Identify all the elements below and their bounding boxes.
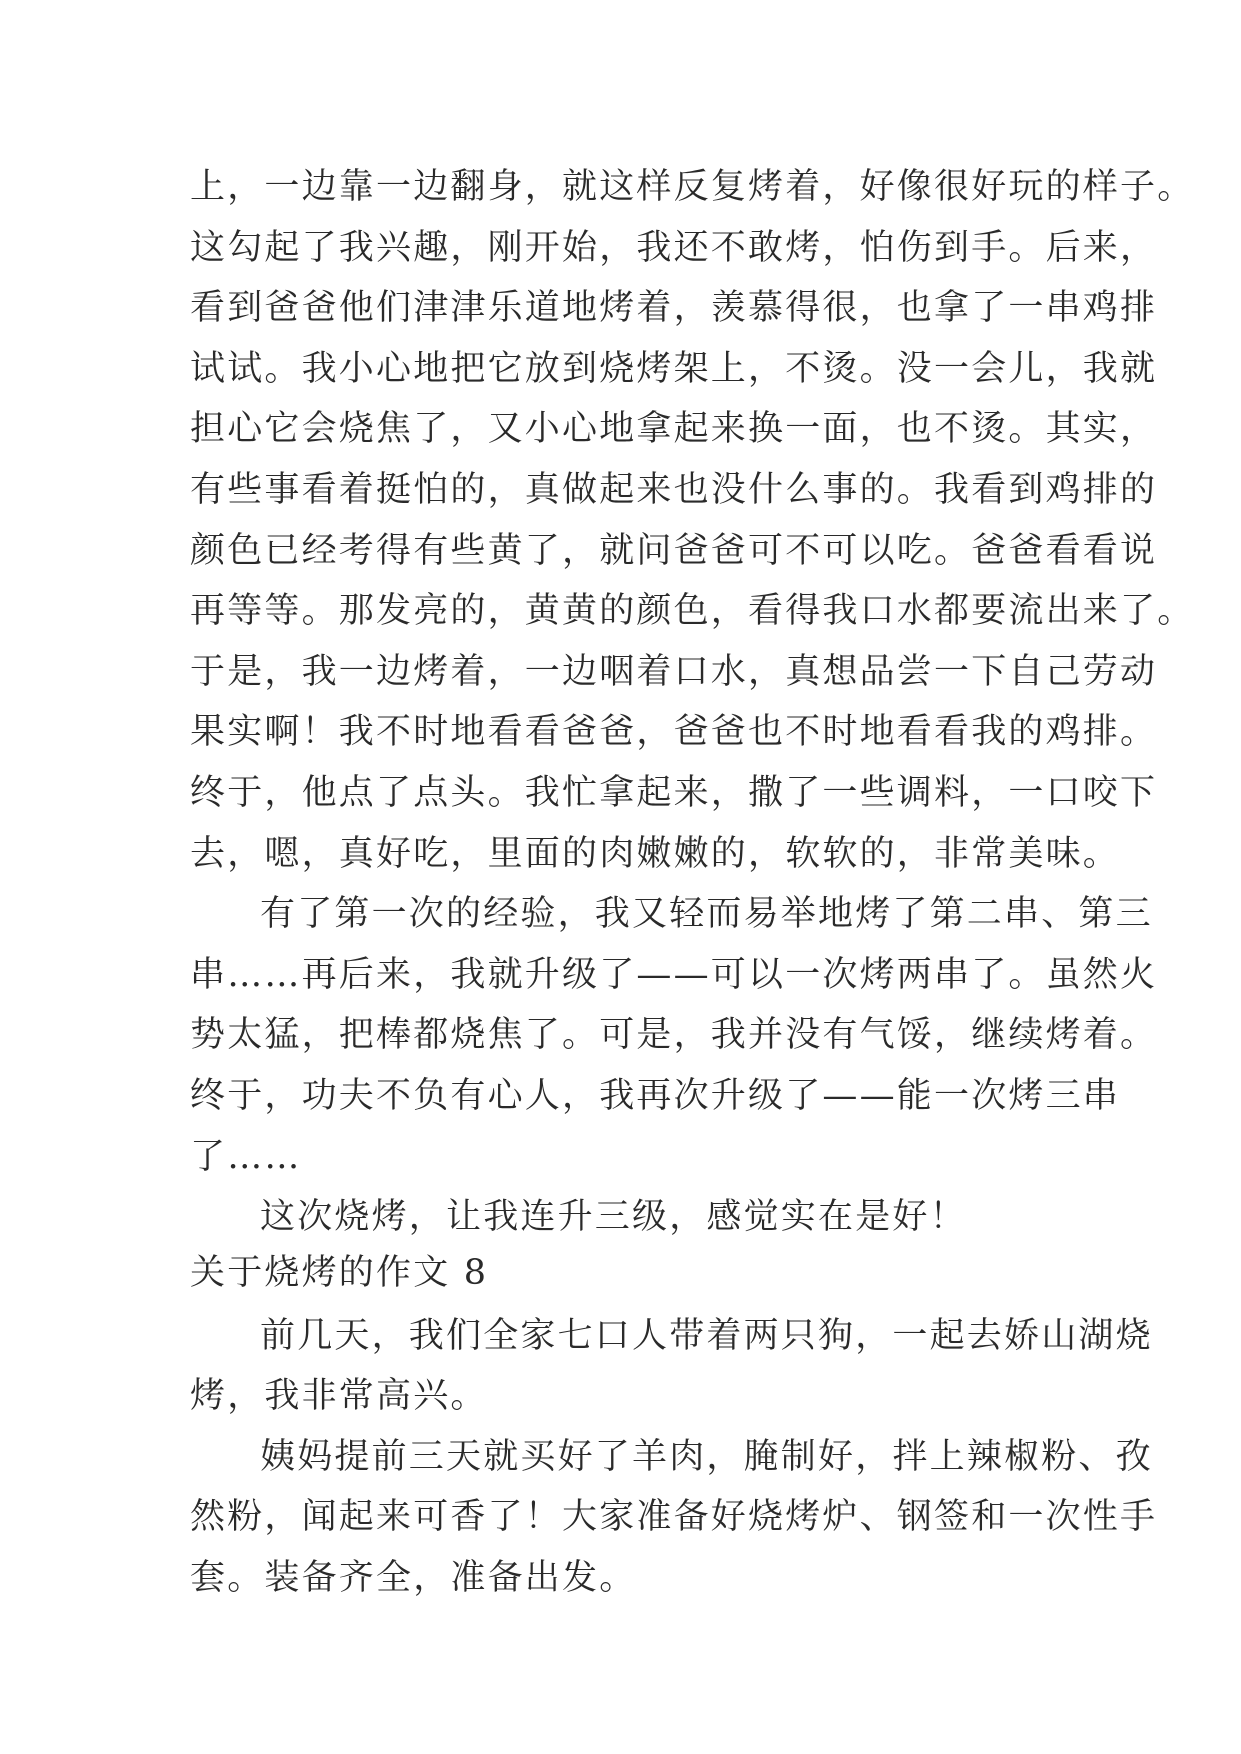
text-line: 再等等。那发亮的，黄黄的颜色，看得我口水都要流出来了。 xyxy=(190,591,1195,632)
document-body xyxy=(190,157,1195,1609)
text-line: 串……再后来，我就升级了——可以一次烤两串了。虽然火 xyxy=(190,954,1158,995)
text-line: 了…… xyxy=(190,1136,302,1177)
text-line: 终于，功夫不负有心人，我再次升级了——能一次烤三串 xyxy=(190,1075,1121,1116)
paragraph-preparation xyxy=(190,1427,1158,1609)
text-line: 套。装备齐全，准备出发。 xyxy=(190,1558,637,1599)
text-line: 有些事看着挺怕的，真做起来也没什么事的。我看到鸡排的 xyxy=(190,469,1158,510)
paragraph-barbecue-chicken xyxy=(190,157,1195,884)
paragraph-trip-intro xyxy=(190,1306,1153,1427)
text-line: 这勾起了我兴趣，刚开始，我还不敢烤，怕伤到手。后来， xyxy=(190,227,1158,268)
text-line: 于是，我一边烤着，一边咽着口水，真想品尝一下自己劳动 xyxy=(190,651,1158,692)
essay-heading xyxy=(190,1248,1090,1298)
text-line: 势太猛，把棒都烧焦了。可是，我并没有气馁，继续烤着。 xyxy=(190,1015,1158,1056)
paragraph-level-up xyxy=(190,884,1158,1187)
text-line: 颜色已经考得有些黄了，就问爸爸可不可以吃。爸爸看看说 xyxy=(190,530,1158,571)
text-line: 这次烧烤，让我连升三级，感觉实在是好！ xyxy=(260,1197,967,1238)
paragraph-conclusion xyxy=(190,1187,1090,1248)
essay-title: 关于烧烤的作文 8 xyxy=(190,1252,489,1293)
text-line: 有了第一次的经验，我又轻而易举地烤了第二串、第三 xyxy=(260,894,1153,935)
text-line: 终于，他点了点头。我忙拿起来，撒了一些调料，一口咬下 xyxy=(190,772,1158,813)
text-line: 姨妈提前三天就买好了羊肉，腌制好，拌上辣椒粉、孜 xyxy=(260,1436,1153,1477)
text-line: 前几天，我们全家七口人带着两只狗，一起去娇山湖烧 xyxy=(260,1315,1153,1356)
text-line: 试试。我小心地把它放到烧烤架上，不烫。没一会儿，我就 xyxy=(190,348,1158,389)
text-line: 上，一边靠一边翻身，就这样反复烤着，好像很好玩的样子。 xyxy=(190,167,1195,207)
text-line: 烤，我非常高兴。 xyxy=(190,1376,488,1417)
text-line: 果实啊！我不时地看看爸爸，爸爸也不时地看看我的鸡排。 xyxy=(190,712,1158,753)
text-line: 担心它会烧焦了，又小心地拿起来换一面，也不烫。其实， xyxy=(190,409,1158,450)
text-line: 然粉，闻起来可香了！大家准备好烧烤炉、钢签和一次性手 xyxy=(190,1497,1158,1538)
text-line: 看到爸爸他们津津乐道地烤着，羡慕得很，也拿了一串鸡排 xyxy=(190,288,1158,329)
text-line: 去，嗯，真好吃，里面的肉嫩嫩的，软软的，非常美味。 xyxy=(190,833,1121,874)
